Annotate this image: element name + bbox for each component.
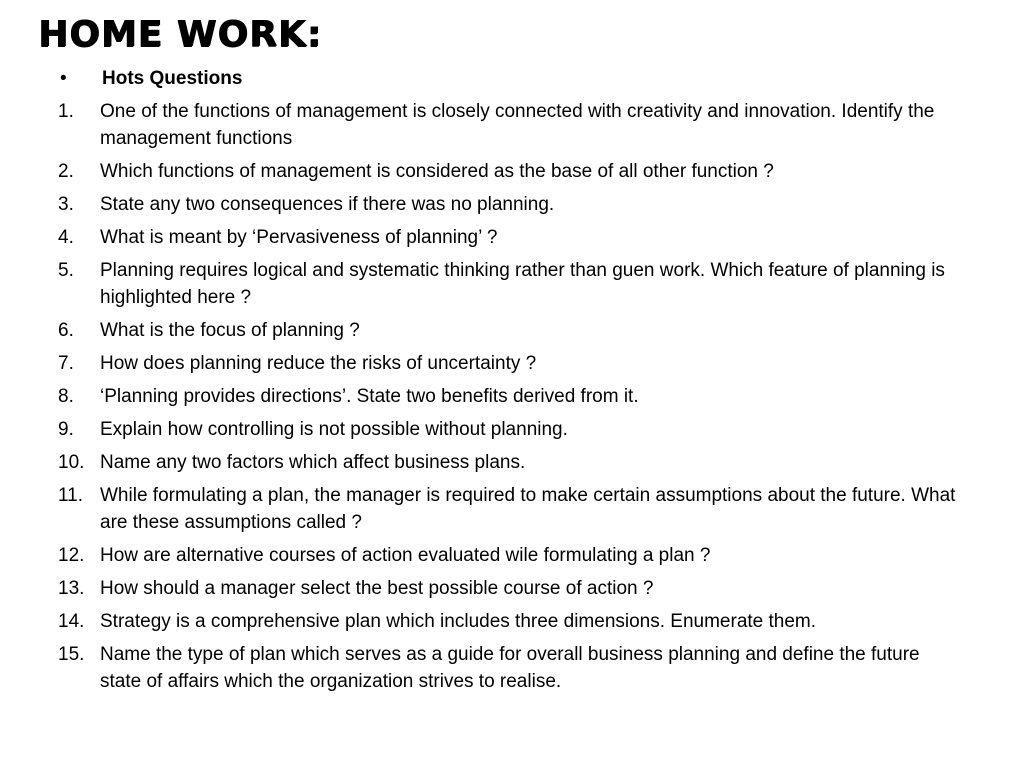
question-item-1 [58, 98, 958, 152]
question-item-10 [58, 449, 958, 476]
question-text: Explain how controlling is not possible without planning. [100, 419, 568, 440]
slide-title: HOME WORK: [38, 14, 323, 55]
question-item-12 [58, 542, 958, 569]
question-text: While formulating a plan, the manager is required to make certain assumptions about the future. What are these assumptions called ? [100, 485, 956, 533]
question-item-8 [58, 383, 958, 410]
bullet-label: Hots Questions [102, 68, 243, 89]
question-item-14 [58, 608, 958, 635]
question-text: How are alternative courses of action evaluated wile formulating a plan ? [100, 545, 711, 566]
question-number: 1. [58, 101, 74, 122]
question-text: Planning requires logical and systematic thinking rather than guen work. Which feature of planning is highlighted here ? [100, 260, 945, 308]
question-text: What is meant by ‘Pervasiveness of planning’ ? [100, 227, 498, 248]
question-item-13 [58, 575, 958, 602]
question-number: 14. [58, 611, 85, 632]
question-item-9 [58, 416, 958, 443]
question-text: How does planning reduce the risks of uncertainty ? [100, 353, 537, 374]
question-number: 8. [58, 386, 74, 407]
question-list [58, 65, 958, 701]
question-text: Name the type of plan which serves as a guide for overall business planning and define the future state of affairs which the organization strives to realise. [100, 644, 920, 692]
question-number: 12. [58, 545, 85, 566]
question-text: How should a manager select the best possible course of action ? [100, 578, 654, 599]
question-item-6 [58, 317, 958, 344]
question-text: ‘Planning provides directions’. State two benefits derived from it. [100, 386, 639, 407]
question-item-2 [58, 158, 958, 185]
question-item-3 [58, 191, 958, 218]
question-number: 5. [58, 260, 74, 281]
question-number: 2. [58, 161, 74, 182]
question-item-11 [58, 482, 958, 536]
question-text: What is the focus of planning ? [100, 320, 360, 341]
question-number: 11. [58, 485, 84, 506]
question-text: State any two consequences if there was no planning. [100, 194, 555, 215]
question-item-15 [58, 641, 958, 695]
question-text: Strategy is a comprehensive plan which includes three dimensions. Enumerate them. [100, 611, 817, 632]
question-number: 9. [58, 419, 74, 440]
question-number: 3. [58, 194, 74, 215]
question-item-5 [58, 257, 958, 311]
question-item-7 [58, 350, 958, 377]
question-number: 10. [58, 452, 85, 473]
question-number: 4. [58, 227, 74, 248]
bullet-icon: • [60, 68, 67, 89]
question-text: Name any two factors which affect business plans. [100, 452, 526, 473]
question-text: Which functions of management is considered as the base of all other function ? [100, 161, 774, 182]
bullet-item-hots [58, 65, 958, 92]
question-number: 13. [58, 578, 85, 599]
question-text: One of the functions of management is closely connected with creativity and innovation. Identify the management functions [100, 101, 935, 149]
question-item-4 [58, 224, 958, 251]
question-number: 7. [58, 353, 74, 374]
question-number: 15. [58, 644, 85, 665]
question-number: 6. [58, 320, 74, 341]
